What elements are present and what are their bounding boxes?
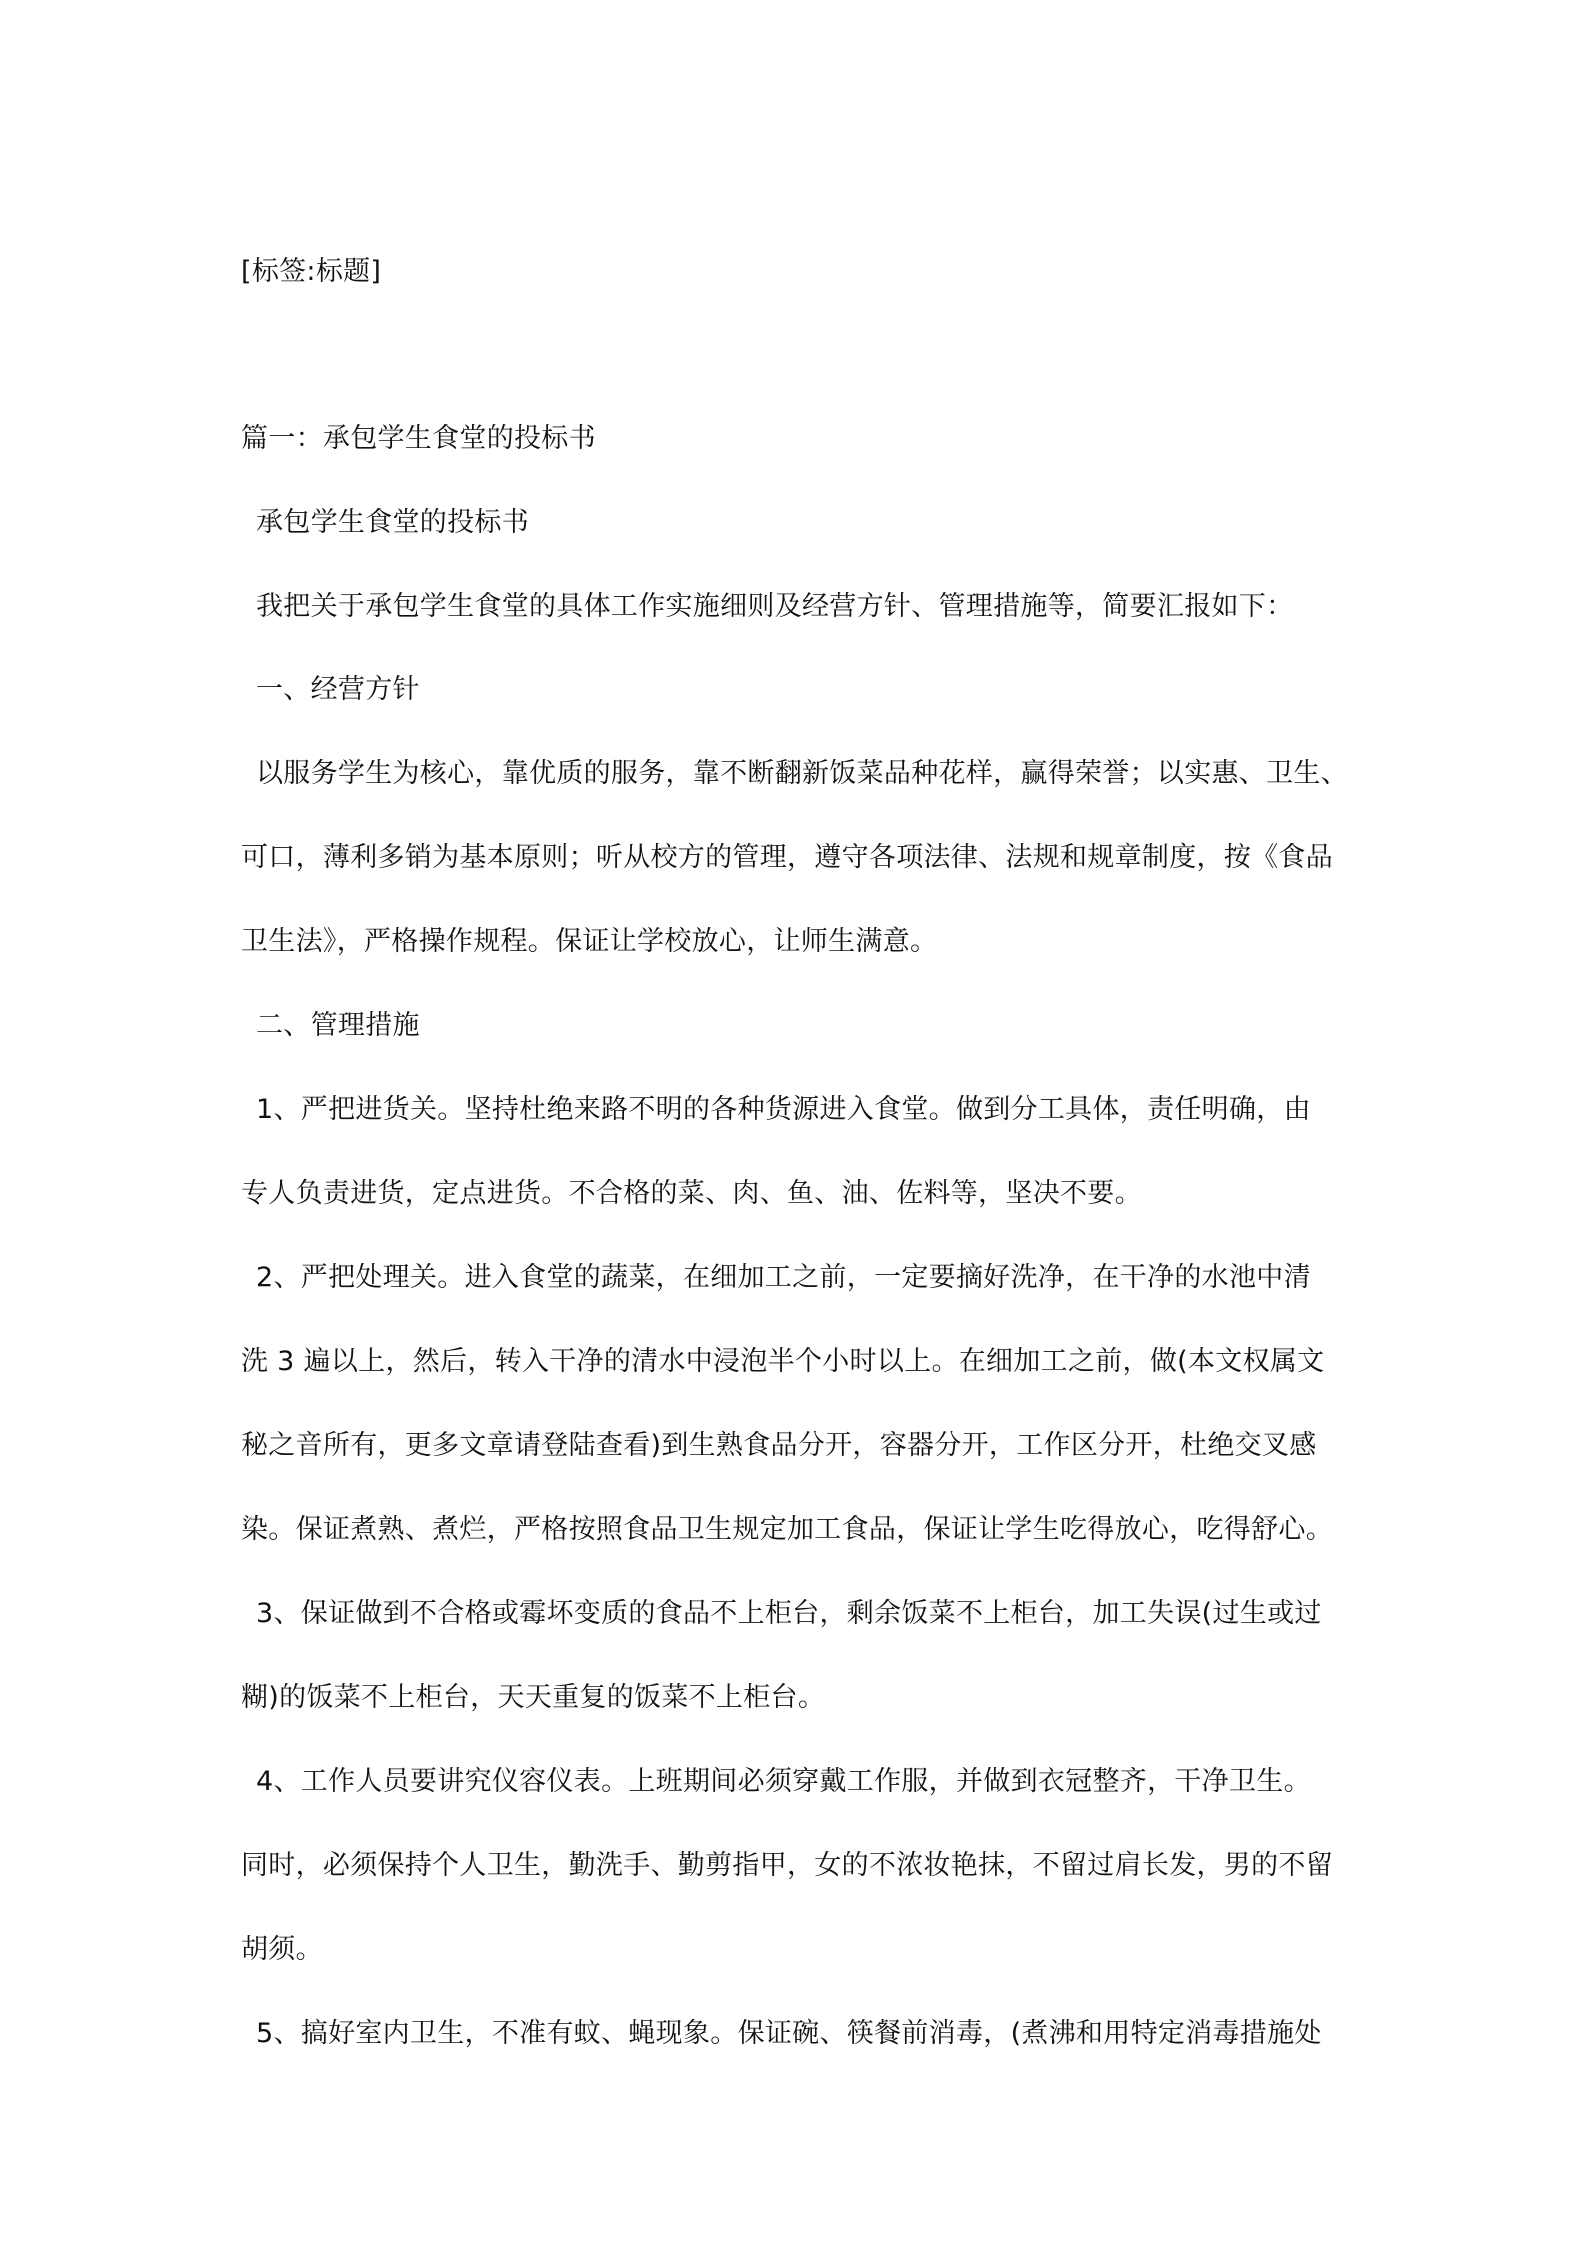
tag-label: [标签:标题] — [241, 256, 382, 287]
item-4-line: 4、工作人员要讲究仪容仪表。上班期间必须穿戴工作服，并做到衣冠整齐，干净卫生。 — [256, 1766, 1311, 1797]
item-2-line: 洗 3 遍以上，然后，转入干净的清水中浸泡半个小时以上。在细加工之前，做(本文权属文 — [241, 1346, 1325, 1377]
policy-line: 可口，薄利多销为基本原则；听从校方的管理，遵守各项法律、法规和规章制度，按《食品 — [241, 842, 1333, 873]
item-4-line: 胡须。 — [241, 1934, 323, 1965]
document-title: 承包学生食堂的投标书 — [256, 507, 529, 538]
policy-line: 卫生法》，严格操作规程。保证让学校放心，让师生满意。 — [241, 926, 938, 957]
intro-paragraph: 我把关于承包学生食堂的具体工作实施细则及经营方针、管理措施等，简要汇报如下： — [256, 591, 1294, 622]
item-1-line: 1、严把进货关。坚持杜绝来路不明的各种货源进入食堂。做到分工具体，责任明确，由 — [256, 1094, 1311, 1125]
heading-management-measures: 二、管理措施 — [256, 1010, 420, 1041]
heading-business-policy: 一、经营方针 — [256, 674, 420, 705]
item-3-line: 3、保证做到不合格或霉坏变质的食品不上柜台，剩余饭菜不上柜台，加工失误(过生或过 — [256, 1598, 1322, 1629]
item-4-line: 同时，必须保持个人卫生，勤洗手、勤剪指甲，女的不浓妆艳抹，不留过肩长发，男的不留 — [241, 1850, 1333, 1881]
section-heading: 篇一：承包学生食堂的投标书 — [241, 423, 596, 454]
item-1-line: 专人负责进货，定点进货。不合格的菜、肉、鱼、油、佐料等，坚决不要。 — [241, 1178, 1142, 1209]
policy-line: 以服务学生为核心，靠优质的服务，靠不断翻新饭菜品种花样，赢得荣誉；以实惠、卫生、 — [256, 758, 1348, 789]
item-2-line: 2、严把处理关。进入食堂的蔬菜，在细加工之前，一定要摘好洗净，在干净的水池中清 — [256, 1262, 1311, 1293]
item-5-line: 5、搞好室内卫生，不准有蚊、蝇现象。保证碗、筷餐前消毒，(煮沸和用特定消毒措施处 — [256, 2018, 1322, 2049]
item-2-line: 秘之音所有，更多文章请登陆查看)到生熟食品分开，容器分开，工作区分开，杜绝交叉感 — [241, 1430, 1317, 1461]
item-2-line: 染。保证煮熟、煮烂，严格按照食品卫生规定加工食品，保证让学生吃得放心，吃得舒心。 — [241, 1514, 1333, 1545]
item-3-line: 糊)的饭菜不上柜台，天天重复的饭菜不上柜台。 — [241, 1682, 826, 1713]
